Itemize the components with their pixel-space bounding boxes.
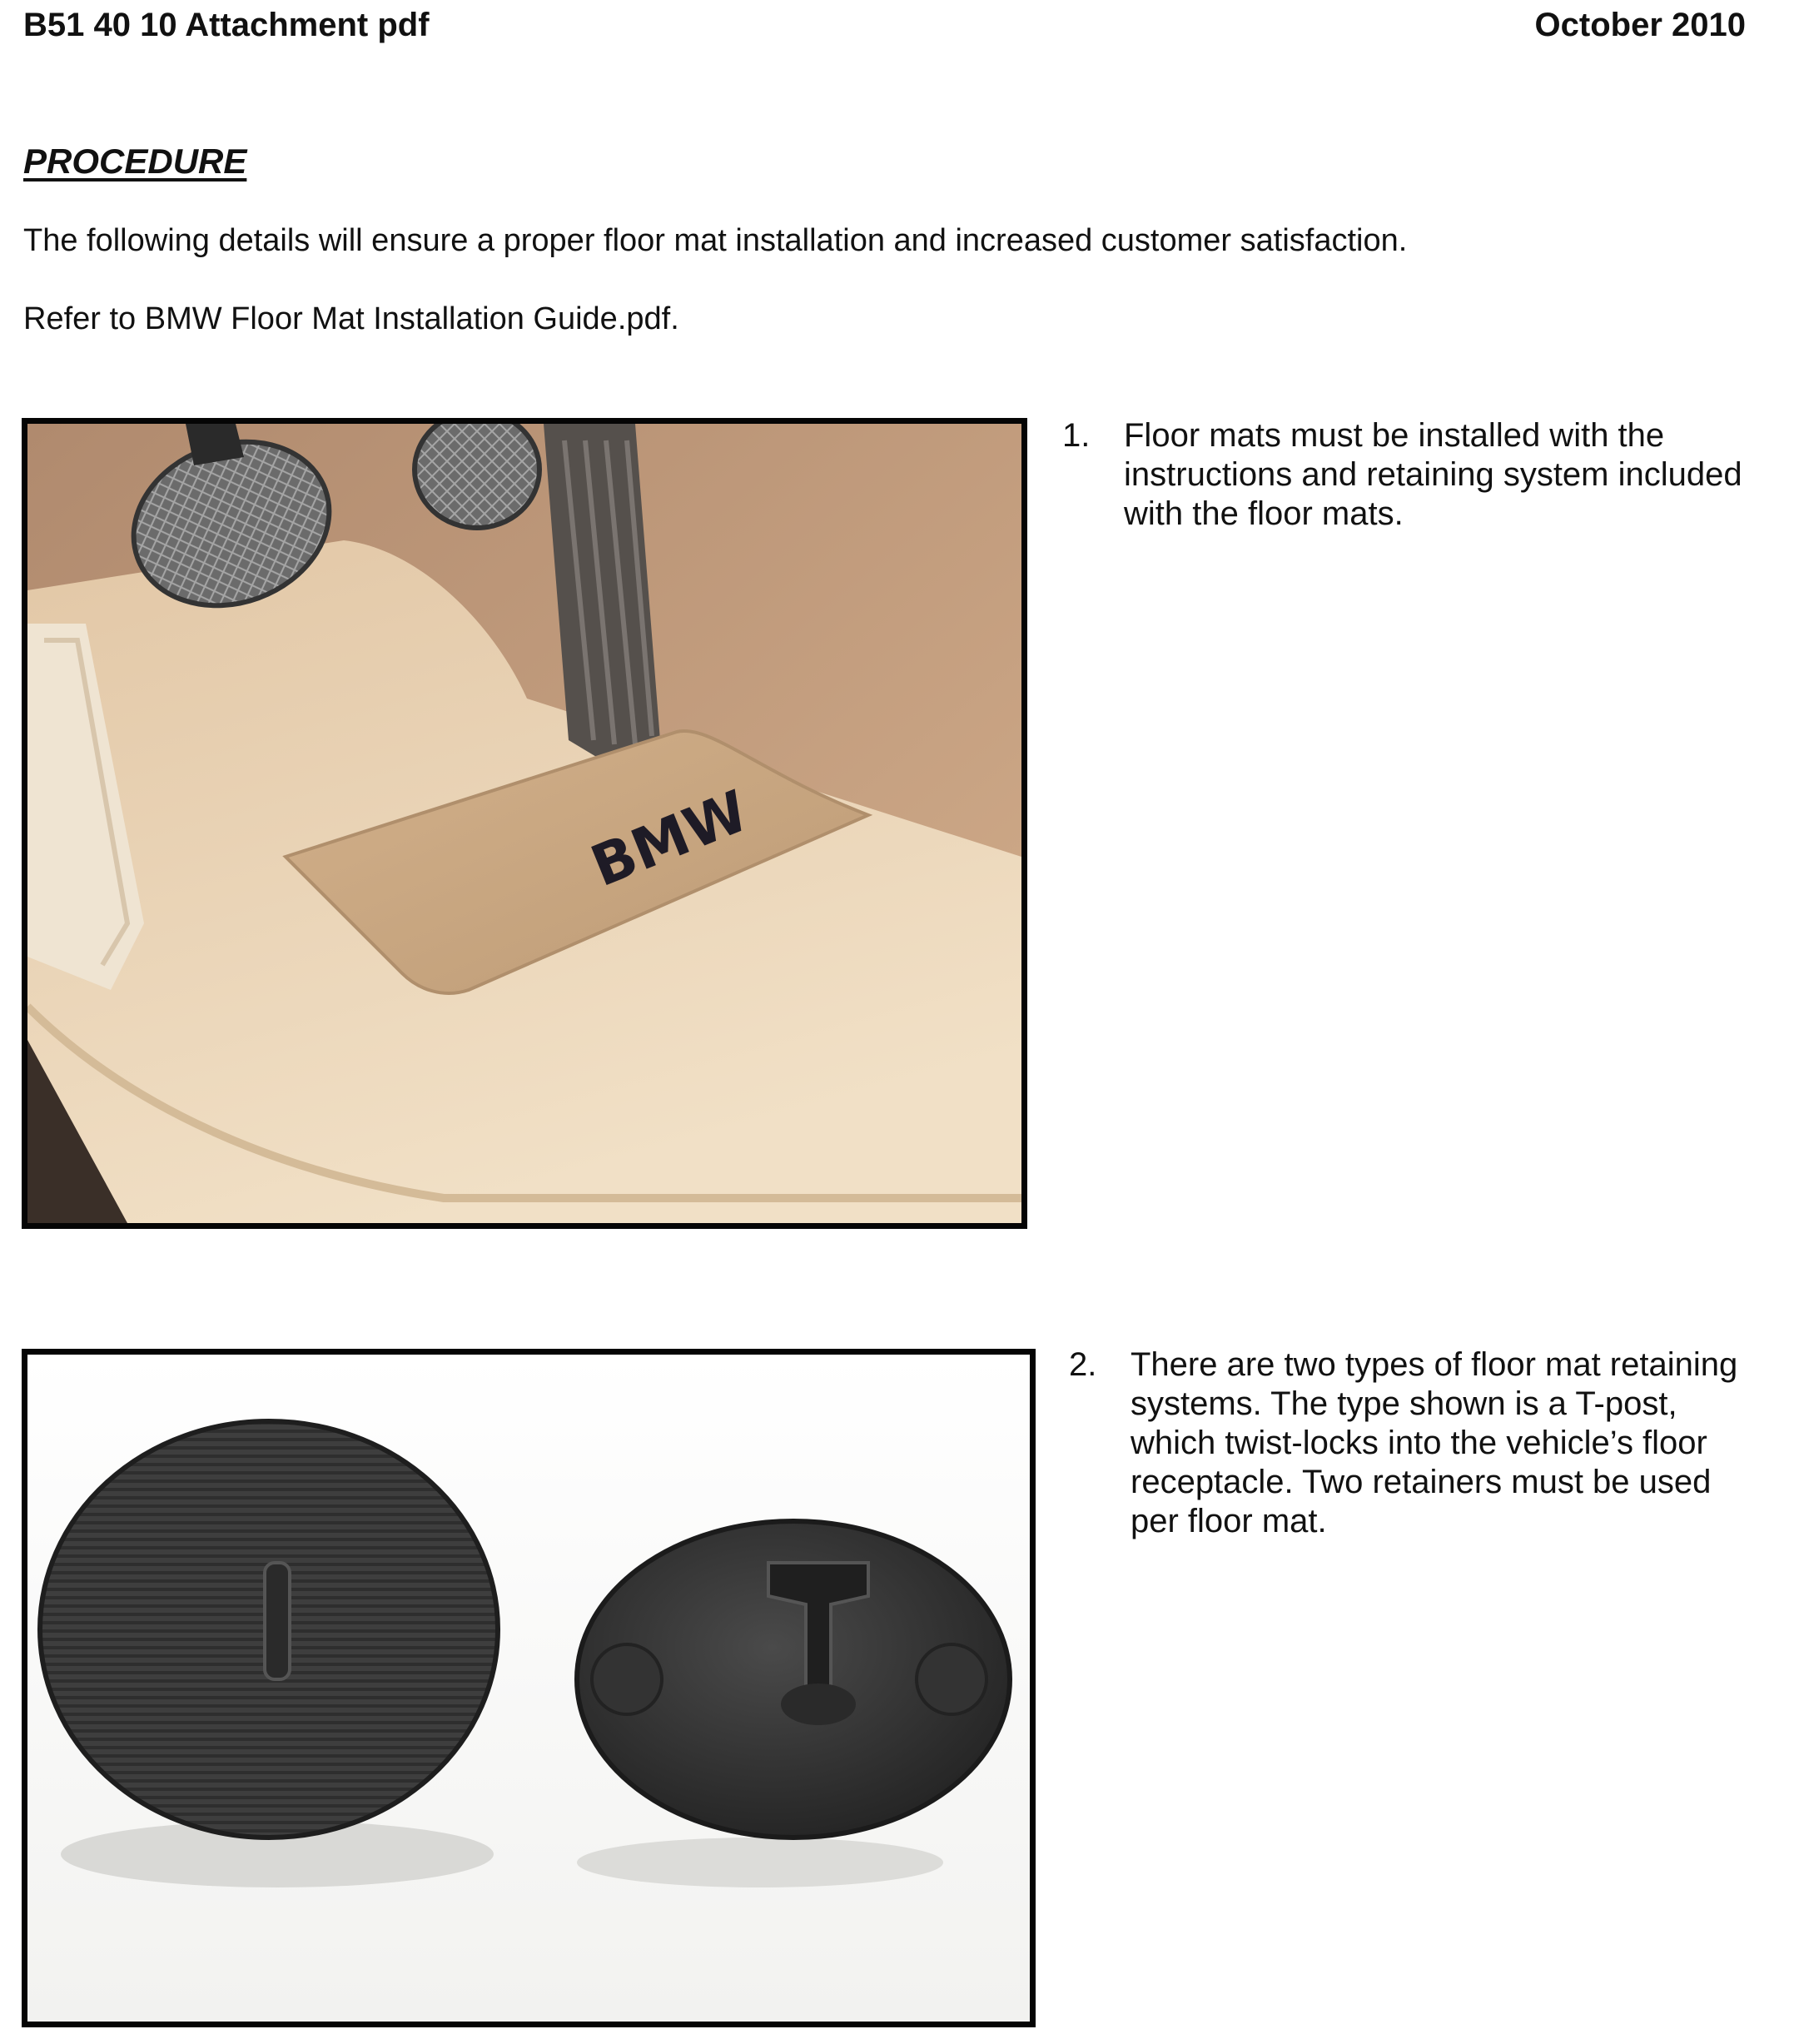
bmw-logo-text: BMW bbox=[582, 778, 758, 901]
step-2 bbox=[1069, 1345, 1768, 1541]
document-date: October 2010 bbox=[1534, 7, 1746, 43]
step-2-text: There are two types of floor mat retaining systems. The type shown is a T-post, which twist-locks into the vehicle’s floor receptacle. Two retainers must be used per floor mat. bbox=[1131, 1346, 1738, 1539]
retainer-photo bbox=[22, 1349, 1036, 2027]
document-id: B51 40 10 Attachment pdf bbox=[23, 7, 430, 43]
step-1 bbox=[1062, 416, 1762, 534]
step-1-number: 1. bbox=[1062, 417, 1091, 454]
intro-paragraph: The following details will ensure a proper floor mat installation and increased customer satisfaction. bbox=[23, 223, 1408, 258]
step-2-number: 2. bbox=[1069, 1346, 1097, 1383]
section-title: PROCEDURE bbox=[23, 142, 247, 181]
step-1-text: Floor mats must be installed with the instructions and retaining system included with the floor mats. bbox=[1124, 417, 1742, 532]
reference-paragraph: Refer to BMW Floor Mat Installation Guide.pdf. bbox=[23, 301, 679, 336]
floor-mat-photo bbox=[22, 418, 1027, 1229]
